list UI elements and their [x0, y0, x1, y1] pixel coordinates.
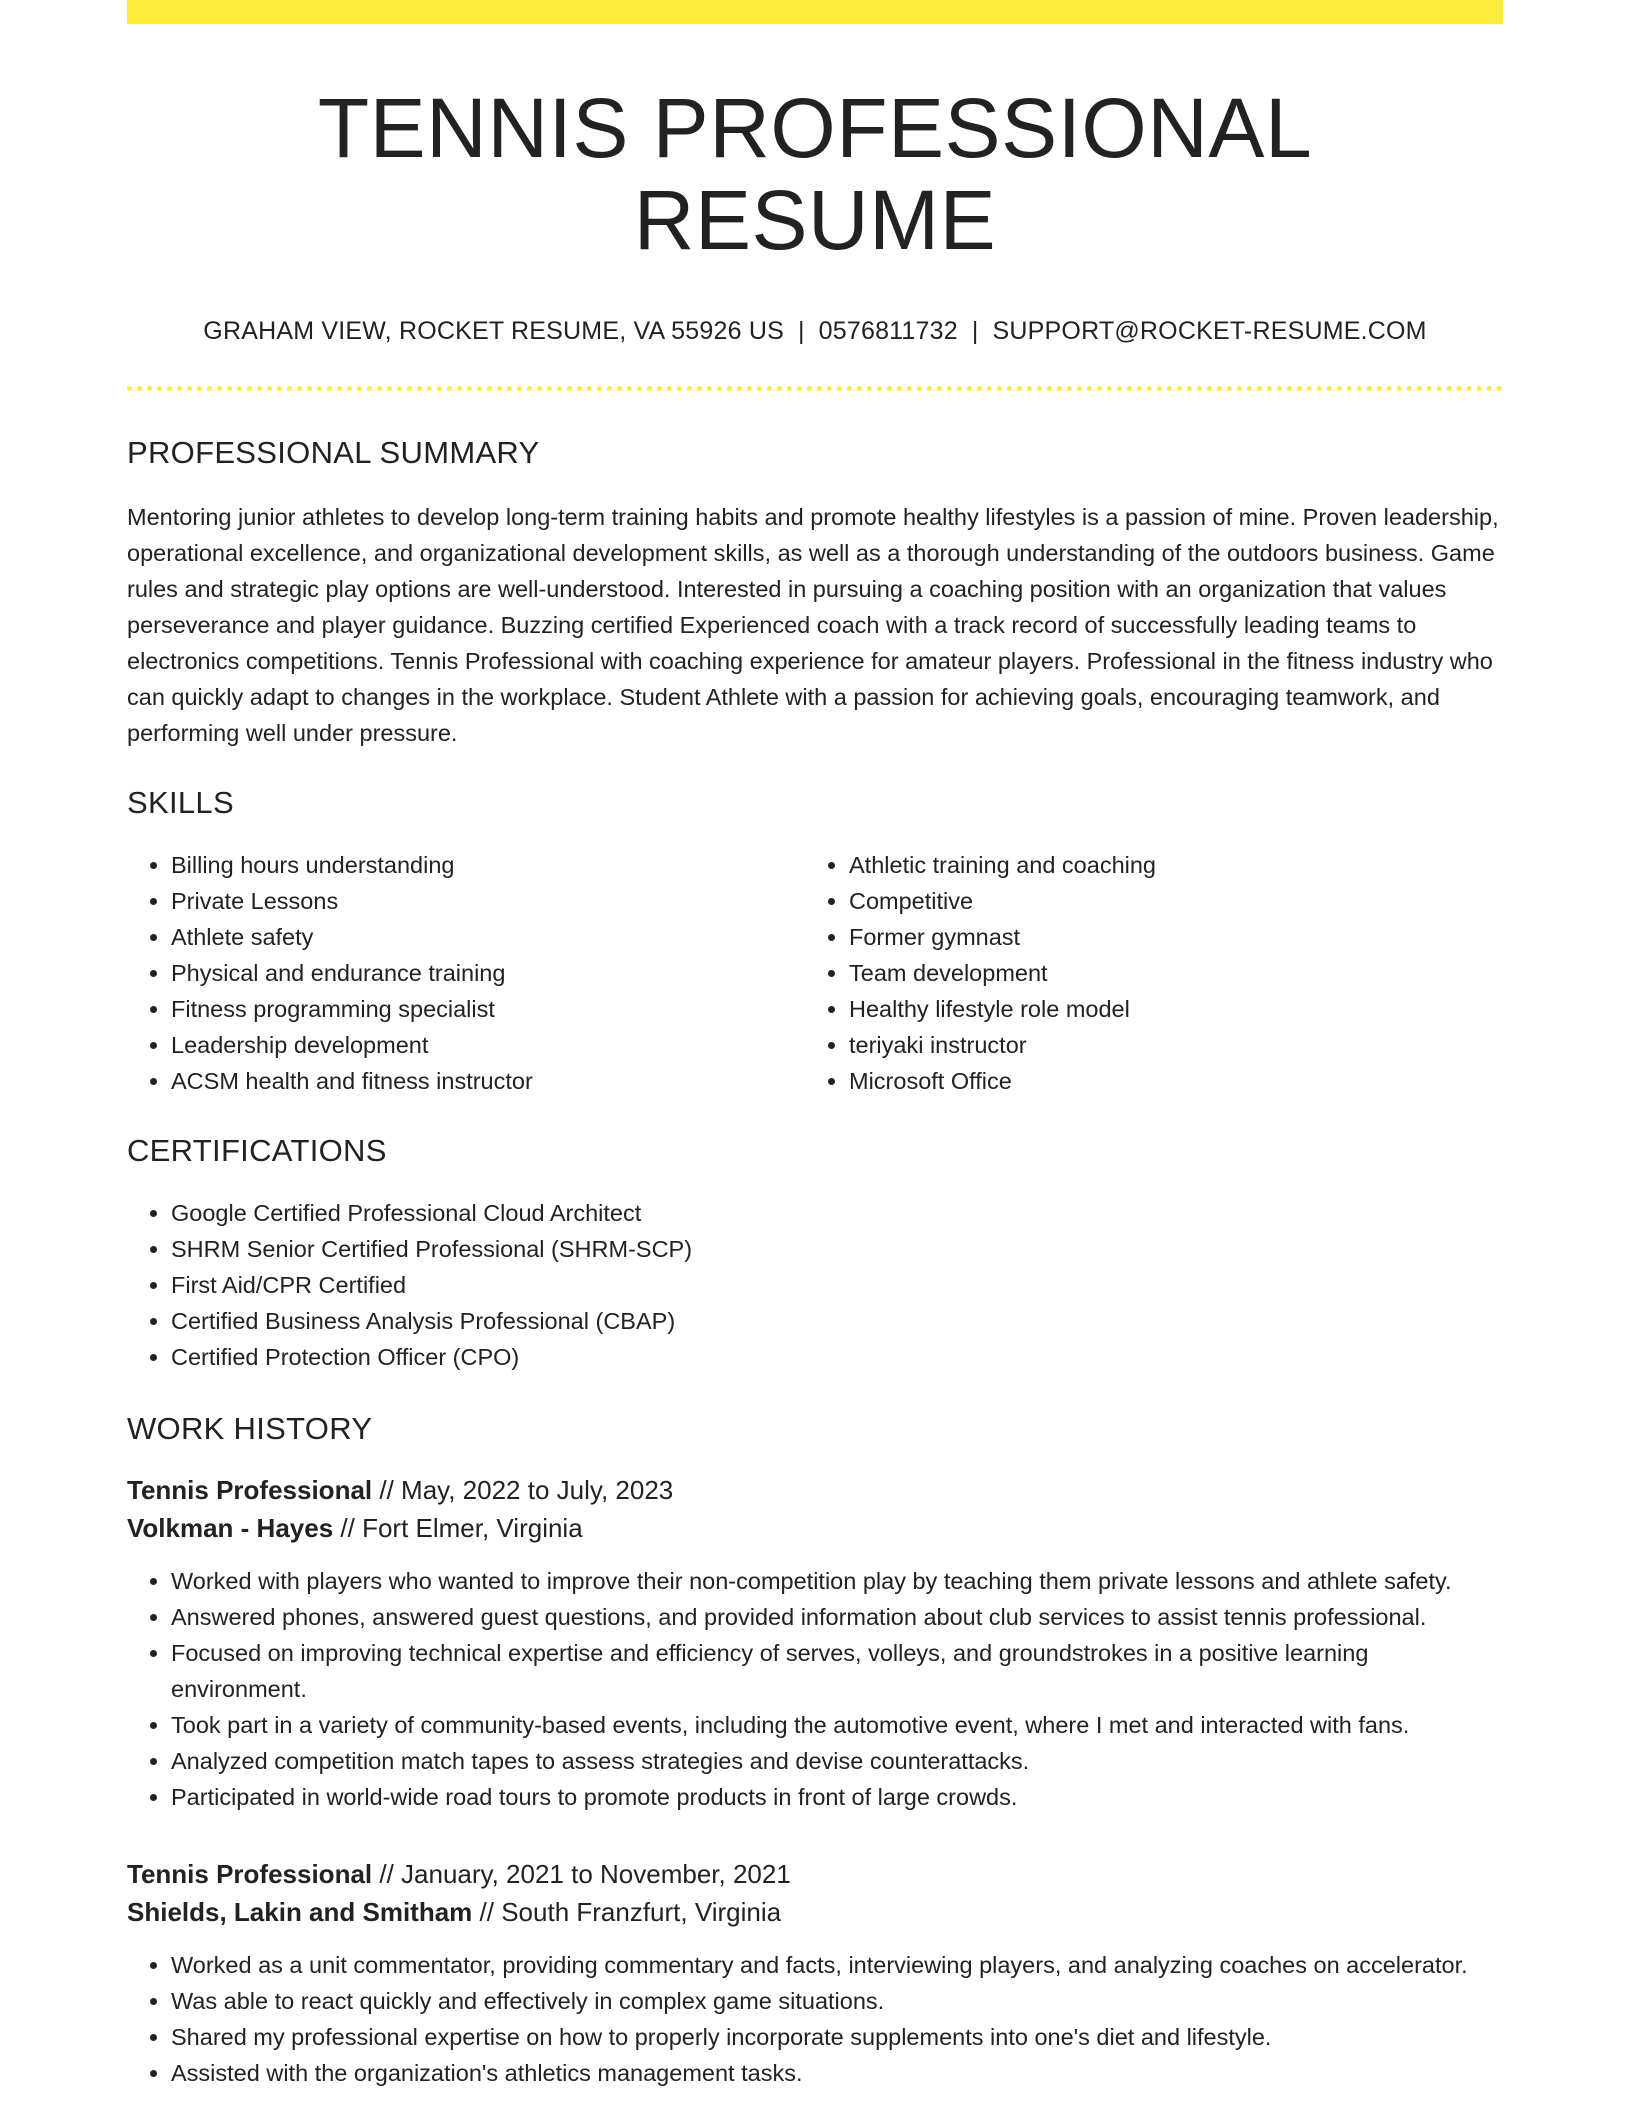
- job-bullet: • Worked as a unit commentator, providing commentary and facts, interviewing players, and analyzing coaches on accelerator.: [171, 1947, 1503, 1983]
- job-bullet: • Worked with players who wanted to improve their non-competition play by teaching them private lessons and athlete safety.: [171, 1563, 1503, 1599]
- dotted-divider: [127, 386, 1503, 391]
- contact-separator: |: [797, 316, 805, 345]
- skill-item: • Athletic training and coaching: [849, 847, 1483, 883]
- job-bullet: • Assisted with the organization's athletics management tasks.: [171, 2055, 1503, 2091]
- skill-item: • Healthy lifestyle role model: [849, 991, 1483, 1027]
- skills-left-list: [127, 847, 805, 1099]
- job-bullet: • Participated in world-wide road tours to promote products in front of large crowds.: [171, 1779, 1503, 1815]
- accent-top-bar: [127, 0, 1503, 24]
- job-entry: [127, 1471, 1503, 1815]
- job-responsibilities: [127, 1563, 1503, 1815]
- job-location: // South Franzfurt, Virginia: [472, 1896, 782, 1927]
- summary-text: Mentoring junior athletes to develop long-term training habits and promote healthy lifestyles is a passion of mine. Proven leadership, operational excellence, and organizational development skills, as well as a thorough understanding of the outdoors business. Game rules and strategic play options are well-understood. Interested in pursuing a coaching position with an organization that values perseverance and player guidance. Buzzing certified Experienced coach with a track record of successfully leading teams to electronics competitions. Tennis Professional with coaching experience for amateur players. Professional in the fitness industry who can quickly adapt to changes in the workplace. Student Athlete with a passion for achieving goals, encouraging teamwork, and performing well under pressure.: [127, 503, 1499, 746]
- job-dates: // May, 2022 to July, 2023: [372, 1474, 674, 1505]
- job-title-line: [127, 1471, 1503, 1509]
- skill-item: • Microsoft Office: [849, 1063, 1483, 1099]
- job-employer-line: [127, 1509, 1503, 1547]
- skill-item: • Competitive: [849, 883, 1483, 919]
- contact-separator: |: [971, 316, 979, 345]
- job-bullet: • Focused on improving technical expertise and efficiency of serves, volleys, and groundstrokes in a positive learning environment.: [171, 1635, 1503, 1707]
- job-employer: Shields, Lakin and Smitham: [127, 1896, 473, 1927]
- resume-title: TENNIS PROFESSIONAL RESUME: [317, 81, 1313, 268]
- certification-item: • Certified Business Analysis Professional (CBAP): [171, 1303, 1503, 1339]
- resume-page: [127, 0, 1503, 2091]
- contact-phone: 0576811732: [818, 316, 958, 345]
- job-bullet: • Was able to react quickly and effectively in complex game situations.: [171, 1983, 1503, 2019]
- skill-item: • teriyaki instructor: [849, 1027, 1483, 1063]
- job-bullet: • Took part in a variety of community-based events, including the automotive event, where I met and interacted with fans.: [171, 1707, 1503, 1743]
- skill-item: • Private Lessons: [171, 883, 805, 919]
- skill-item: • Team development: [849, 955, 1483, 991]
- job-title: Tennis Professional: [127, 1858, 373, 1889]
- job-location: // Fort Elmer, Virginia: [333, 1512, 583, 1543]
- job-employer: Volkman - Hayes: [127, 1512, 334, 1543]
- certification-item: • SHRM Senior Certified Professional (SHRM-SCP): [171, 1231, 1503, 1267]
- certifications-heading: CERTIFICATIONS: [127, 1132, 387, 1168]
- job-entry: [127, 1855, 1503, 2091]
- certification-item: • First Aid/CPR Certified: [171, 1267, 1503, 1303]
- summary-heading: PROFESSIONAL SUMMARY: [127, 434, 540, 470]
- job-dates: // January, 2021 to November, 2021: [372, 1858, 791, 1889]
- skill-item: • Former gymnast: [849, 919, 1483, 955]
- job-responsibilities: [127, 1947, 1503, 2091]
- certification-item: • Certified Protection Officer (CPO): [171, 1339, 1503, 1375]
- job-bullet: • Answered phones, answered guest questions, and provided information about club services to assist tennis professional.: [171, 1599, 1503, 1635]
- job-title: Tennis Professional: [127, 1474, 373, 1505]
- skill-item: • Billing hours understanding: [171, 847, 805, 883]
- skill-item: • Leadership development: [171, 1027, 805, 1063]
- contact-address: GRAHAM VIEW, ROCKET RESUME, VA 55926 US: [203, 316, 784, 345]
- contact-email: SUPPORT@ROCKET-RESUME.COM: [992, 316, 1427, 345]
- contact-line: [127, 317, 1503, 346]
- skills-heading: SKILLS: [127, 784, 234, 820]
- skill-item: • Physical and endurance training: [171, 955, 805, 991]
- skills-columns: [127, 847, 1503, 1099]
- certifications-list: [127, 1195, 1503, 1375]
- job-bullet: • Shared my professional expertise on how to properly incorporate supplements into one's diet and lifestyle.: [171, 2019, 1503, 2055]
- skill-item: • Athlete safety: [171, 919, 805, 955]
- skill-item: • ACSM health and fitness instructor: [171, 1063, 805, 1099]
- certification-item: • Google Certified Professional Cloud Architect: [171, 1195, 1503, 1231]
- work-history-heading: WORK HISTORY: [127, 1410, 373, 1446]
- job-bullet: • Analyzed competition match tapes to assess strategies and devise counterattacks.: [171, 1743, 1503, 1779]
- job-employer-line: [127, 1893, 1503, 1931]
- skill-item: • Fitness programming specialist: [171, 991, 805, 1027]
- job-title-line: [127, 1855, 1503, 1893]
- skills-right-list: [805, 847, 1483, 1099]
